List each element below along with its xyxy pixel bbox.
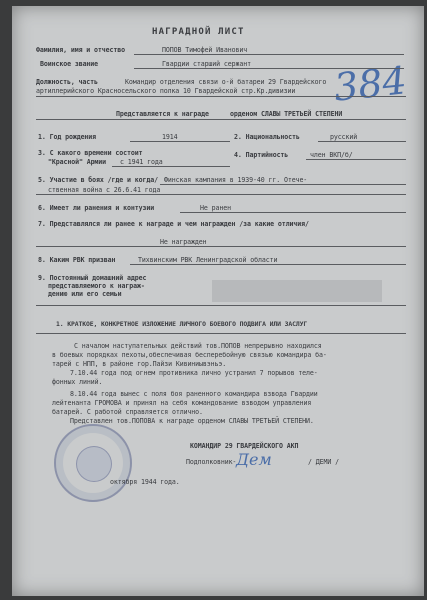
item-7-label: 7. Представлялся ли ранее к награде и чем награжден /за какие отличия/: [38, 220, 309, 228]
item-9-label: 9. Постоянный домашний адрес: [38, 274, 147, 282]
document-title: НАГРАДНОЙ ЛИСТ: [152, 27, 245, 37]
item-8-value: Тихвинским РВК Ленинградской области: [138, 256, 278, 264]
item-1-value: 1914: [162, 133, 178, 141]
official-seal-stamp: [54, 424, 132, 502]
item-5-underline: [160, 184, 406, 185]
feat-section-heading: 1. КРАТКОЕ, КОНКРЕТНОЕ ИЗЛОЖЕНИЕ ЛИЧНОГО БОЕВОГО ПОДВИГА ИЛИ ЗАСЛУГ: [56, 320, 308, 328]
handwritten-number: 384: [331, 58, 409, 110]
item-2-underline: [318, 141, 406, 142]
narrative-line: 8.10.44 года вынес с поля боя раненного командира взвода Гвардии: [70, 390, 318, 398]
item-6-label: 6. Имеет ли ранения и контузии: [38, 204, 155, 212]
rank-label: Воинское звание: [40, 60, 99, 68]
award-underline: [36, 119, 406, 120]
item-4-value: член ВКП/б/: [310, 151, 353, 159]
item-7-underline: [36, 246, 406, 247]
narrative-line: С началом наступательных действий тов.ПОПОВ непрерывно находился: [74, 342, 322, 350]
position-underline: [36, 96, 406, 97]
narrative-line: батарей. С работой справляется отлично.: [52, 408, 203, 416]
item-4-label: 4. Партийность: [234, 151, 289, 159]
item-1-underline: [130, 141, 230, 142]
item-6-underline: [180, 212, 406, 213]
redacted-address: [212, 280, 382, 302]
award-sheet: [12, 6, 424, 596]
name-label: Фамилия, имя и отчество: [36, 46, 126, 54]
item-2-value: русский: [330, 133, 358, 141]
item-5-value-line2: ственная война с 26.6.41 года: [48, 186, 161, 194]
item-9-label-line3: дению или его семьи: [48, 290, 122, 298]
item-9-underline: [36, 305, 406, 306]
item-5-label: 5. Участие в боях /где и когда/: [38, 176, 158, 184]
rank-value: Гвардии старший сержант: [162, 60, 252, 68]
item-3-label: 3. С какого времени состоит: [38, 149, 143, 157]
section-rule: [36, 333, 406, 334]
item-6-value: Не ранен: [200, 204, 231, 212]
award-value: орденом СЛАВЫ ТРЕТЬЕЙ СТЕПЕНИ: [230, 110, 343, 118]
commander-title: КОМАНДИР 29 ГВАРДЕЙСКОГО АКП: [190, 442, 299, 450]
name-underline: [134, 54, 404, 55]
item-8-underline: [130, 264, 406, 265]
signature-date: октября 1944 года.: [110, 478, 180, 486]
item-5-underline-2: [36, 194, 406, 195]
narrative-line: 7.10.44 года под огнем противника лично устранил 7 порывов теле-: [70, 369, 318, 377]
item-5-value: Финская кампания в 1939-40 гг. Отече-: [164, 176, 308, 184]
rank-underline: [134, 68, 404, 69]
narrative-line: в боевых порядках пехоты,обеспечивая бесперебойную связью командира ба-: [52, 351, 327, 359]
handwritten-signature: Дем: [236, 450, 272, 469]
item-3-underline: [112, 166, 230, 167]
name-value: ПОПОВ Тимофей Иванович: [162, 46, 248, 54]
item-4-underline: [306, 159, 406, 160]
item-8-label: 8. Каким РВК призван: [38, 256, 116, 264]
item-3-label-line2: "Красной" Армии: [48, 158, 107, 166]
signatory-name: / ДЕМИ /: [308, 458, 339, 466]
rank-lieutenant-colonel: Подполковник-: [186, 458, 237, 466]
item-2-label: 2. Национальность: [234, 133, 300, 141]
narrative-line: фонных линий.: [52, 378, 103, 386]
item-7-value: Не награжден: [160, 238, 207, 246]
narrative-line: лейтенанта ГРОМОВА и принял на себя командование взводом управления: [52, 399, 312, 407]
narrative-line: тарей с НПП, в районе гор.Пайзи Кивиниывэньэ.: [52, 360, 227, 368]
narrative-line: Представлен тов.ПОПОВА к награде орденом СЛАВЫ ТРЕТЬЕЙ СТЕПЕНИ.: [70, 417, 314, 425]
position-value-line2: артиллерийского Красносельского полка 10 Гвардейской стр.Кр.дивизии: [36, 87, 296, 95]
position-label: Должность, часть: [36, 78, 98, 86]
item-3-value: с 1941 года: [120, 158, 163, 166]
item-9-label-line2: представляемого к награж-: [48, 282, 145, 290]
award-intro: Представляется к награде: [116, 110, 209, 118]
item-1-label: 1. Год рождения: [38, 133, 97, 141]
position-value: Командир отделения связи о-й батареи 29 Гвардейского: [125, 78, 327, 86]
